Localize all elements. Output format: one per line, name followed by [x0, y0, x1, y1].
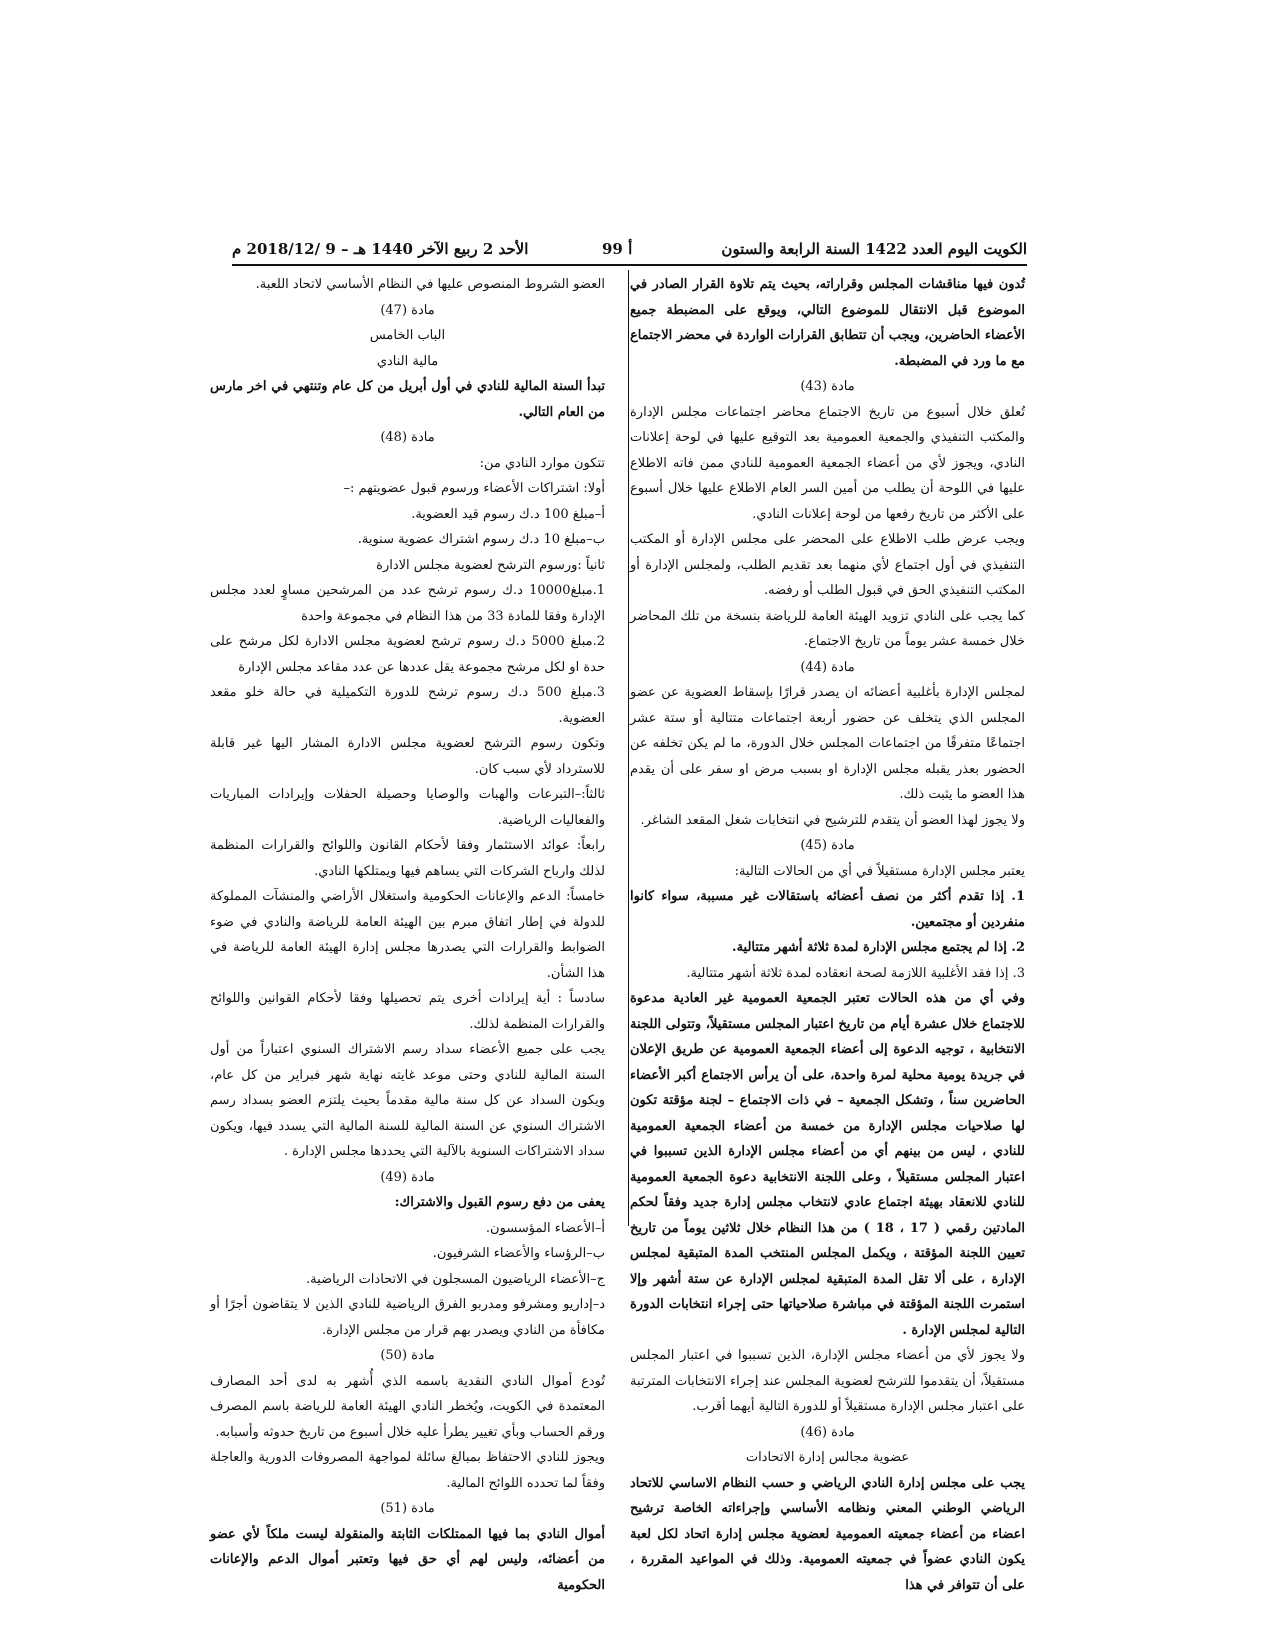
paragraph: أ–مبلغ 100 د.ك رسوم قيد العضوية.	[411, 506, 605, 522]
issue-date: الأحد 2 ربيع الآخر 1440 هـ – 9 /2018/12 م	[232, 240, 529, 258]
paragraph: يجب على جميع الأعضاء سداد رسم الاشتراك السنوي اعتباراً من أول السنة المالية للنادي وحتى موعد غايته نهاية شهر فبراير من كل عام، ويكون السداد عن كل سنة مالية مقدماً بحيث يلتزم العضو بسداد رسم الاشتراك السنوي عن السنة المالية للسنة المالية التي يسدد فيها، ويكون سداد الاشتراكات السنوية بالآلية التي يحددها مجلس الإدارة .	[210, 1042, 605, 1159]
paragraph: ويجب عرض طلب الاطلاع على المحضر على مجلس الإدارة أو المكتب التنفيذي في أول اجتماع لأي منهما بعد تقديم الطلب، ولمجلس الإدارة أو المكتب التنفيذي الحق في قبول الطلب أو رفضه.	[630, 532, 1025, 598]
paragraph: 2.مبلغ 5000 د.ك رسوم ترشح لعضوية مجلس الادارة لكل مرشح على حدة او لكل مرشح مجموعة يقل عددها عن عدد مقاعد مجلس الإدارة	[210, 634, 606, 675]
paragraph: 3. إذا فقد الأغلبية اللازمة لصحة انعقاده لمدة ثلاثة أشهر متتالية.	[686, 965, 1025, 981]
paragraph: كما يجب على النادي تزويد الهيئة العامة للرياضة بنسخة من تلك المحاضر خلال خمسة عشر يوماً من تاريخ الاجتماع.	[630, 608, 1025, 649]
article-heading: مادة (51)	[380, 1501, 435, 1516]
article-heading: مادة (46)	[800, 1424, 855, 1440]
page-number: أ 99	[602, 240, 633, 258]
paragraph: وتكون رسوم الترشح لعضوية مجلس الادارة المشار اليها غير قابلة للاسترداد لأي سبب كان.	[210, 736, 605, 777]
article-heading: مادة (43)	[800, 379, 855, 394]
article-heading: عضوية مجالس إدارة الاتحادات	[745, 1450, 910, 1465]
paragraph: لمجلس الإدارة بأغلبية أعضائه ان يصدر قرارًا بإسقاط العضوية عن عضو المجلس الذي يتخلف عن حضور أربعة اجتماعات متتالية أو ستة عشر اجتماعًا متفرقًا من اجتماعات المجلس خلال الدورة، ما لم يكن تخلفه عن الحضور بعذر يقبله مجلس الإدارة او بسبب مرض او سفر على أن يقدم هذا العضو ما يثبت ذلك.	[630, 685, 1025, 802]
paragraph: تُدون فيها مناقشات المجلس وقراراته، بحيث يتم تلاوة القرار الصادر في الموضوع قبل الانتقال للموضوع التالي، ويوقع على المضبطة جميع الأعضاء الحاضرين، ويجب أن تتطابق القرارات الواردة في محضر الاجتماع مع ما ورد في المضبطة.	[630, 277, 1025, 369]
paragraph: ولا يجوز لهذا العضو أن يتقدم للترشيح في انتخابات شغل المقعد الشاغر.	[640, 812, 1025, 828]
article-heading: مادة (48)	[380, 430, 435, 445]
article-heading: الباب الخامس	[369, 328, 446, 343]
paragraph: ولا يجوز لأي من أعضاء مجلس الإدارة، الذين تسببوا في اعتبار المجلس مستقيلاً، أن يتقدموا للترشح لعضوية المجلس عند إجراء الانتخابات المترتبة على اعتبار مجلس الإدارة مستقيلاً أو للدورة التالية أيهما أقرب.	[630, 1348, 1025, 1414]
paragraph: تُودع أموال النادي النقدية باسمه الذي أُشهر به لدى أحد المصارف المعتمدة في الكويت، ويُخطر النادي الهيئة العامة للرياضة باسم المصرف ورقم الحساب وبأي تغيير يطرأ عليه خلال أسبوع من تاريخ حدوثه وأسبابه.	[210, 1373, 605, 1440]
paragraph: ب–مبلغ 10 د.ك رسوم اشتراك عضوية سنوية.	[357, 532, 605, 547]
paragraph: ثالثاً:–التبرعات والهبات والوصايا وحصيلة الحفلات وإيرادات المباريات والفعاليات الرياضية.	[210, 787, 605, 828]
paragraph: أموال النادي بما فيها الممتلكات الثابتة والمنقولة ليست ملكاً لأي عضو من أعضائه، وليس لهم أي حق فيها وتعتبر أموال الدعم والإعانات الحكومية	[210, 1526, 605, 1593]
paragraph: تتكون موارد النادي من:	[479, 455, 605, 471]
column-divider	[628, 270, 629, 1226]
paragraph: خامساً: الدعم والإعانات الحكومية واستغلال الأراضي والمنشآت المملوكة للدولة في إطار اتفاق مبرم بين الهيئة العامة للرياضة والنادي في ضوء الضوابط والقرارات التي يصدرها مجلس إدارة الهيئة العامة للرياضة في هذا الشأن.	[210, 889, 605, 981]
left-column	[210, 272, 605, 1598]
paragraph: ويجوز للنادي الاحتفاظ بمبالغ سائلة لمواجهة المصروفات الدورية والعاجلة وفقاً لما تحدده اللوائح المالية.	[210, 1450, 605, 1491]
page-header	[232, 238, 1027, 266]
paragraph: 2. إذا لم يجتمع مجلس الإدارة لمدة ثلاثة أشهر متتالية.	[732, 940, 1025, 955]
article-heading: مادة (50)	[380, 1348, 435, 1363]
paragraph: ب–الرؤساء والأعضاء الشرفيون.	[432, 1246, 605, 1261]
paragraph: ج–الأعضاء الرياضيون المسجلون في الاتحادات الرياضية.	[306, 1271, 605, 1287]
paragraph: تبدأ السنة المالية للنادي في أول أبريل من كل عام وتنتهي في اخر مارس من العام التالي.	[210, 379, 605, 420]
paragraph: يعفى من دفع رسوم القبول والاشتراك:	[394, 1195, 605, 1210]
paragraph: رابعاً: عوائد الاستثمار وفقا لأحكام القانون واللوائح والقرارات المنظمة لذلك وارباح الشركات التي يساهم فيها ويمتلكها النادي.	[210, 838, 605, 879]
paragraph: سادساً : أية إيرادات أخرى يتم تحصيلها وفقا لأحكام القوانين واللوائح والقرارات المنظمة لذلك.	[210, 991, 605, 1032]
article-heading: مادة (47)	[380, 302, 435, 318]
publication-title: الكويت اليوم العدد 1422 السنة الرابعة والستون	[721, 240, 1027, 258]
paragraph: 3.مبلغ 500 د.ك رسوم ترشح للدورة التكميلية في حالة خلو مقعد العضوية.	[210, 685, 605, 726]
paragraph: العضو الشروط المنصوص عليها في النظام الأساسي لاتحاد اللعبة.	[255, 277, 605, 292]
paragraph: أ–الأعضاء المؤسسون.	[485, 1220, 605, 1236]
paragraph: ثانياً :ورسوم الترشح لعضوية مجلس الادارة	[376, 557, 605, 573]
paragraph: تُعلق خلال أسبوع من تاريخ الاجتماع محاضر اجتماعات مجلس الإدارة والمكتب التنفيذي والجمعية العمومية بعد التوقيع عليها في لوحة إعلانات النادي، ويجوز لأي من أعضاء الجمعية العمومية للنادي ممن فاته الاطلاع عليها في اللوحة أن يطلب من أمين السر العام الاطلاع عليها خلال أسبوع على الأكثر من تاريخ رفعها من لوحة إعلانات النادي.	[630, 404, 1025, 522]
article-heading: مالية النادي	[376, 353, 439, 369]
paragraph: يعتبر مجلس الإدارة مستقيلاً في أي من الحالات التالية:	[734, 863, 1025, 879]
paragraph: 1.مبلغ10000 د.ك رسوم ترشح عدد من المرشحين مساوٍ لعدد مجلس الإدارة وفقا للمادة 33 من هذا النظام في مجموعة واحدة	[210, 583, 605, 624]
paragraph: وفي أي من هذه الحالات تعتبر الجمعية العمومية غير العادية مدعوة للاجتماع خلال عشرة أيام من تاريخ اعتبار المجلس مستقيلاً، وتتولى اللجنة الانتخابية ، توجيه الدعوة إلى أعضاء الجمعية العمومية عن طريق الإعلان في جريدة يومية محلية لمرة واحدة، على أن يرأس الاجتماع أكبر الأعضاء الحاضرين سناً ، وتشكل الجمعية – في ذات الاجتماع – لجنة مؤقتة تكون لها صلاحيات مجلس الإدارة من خمسة من أعضاء الجمعية العمومية للنادي ، ليس من بينهم أي من أعضاء مجلس الإدارة الذين تسببوا في اعتبار المجلس مستقيلاً ، وعلى اللجنة الانتخابية دعوة الجمعية العمومية للنادي للانعقاد بهيئة اجتماع عادي لانتخاب مجلس إدارة جديد وفقاً لحكم المادتين رقمي ( 17 ، 18 ) من هذا النظام خلال ثلاثين يوماً من تاريخ تعيين اللجنة المؤقتة ، ويكمل المجلس المنتخب المدة المتبقية لمجلس الإدارة ، على ألا تقل المدة المتبقية لمجلس الإدارة عن ستة أشهر وإلا استمرت اللجنة المؤقتة في مباشرة صلاحياتها حتى إجراء انتخابات الدورة التالية لمجلس الإدارة .	[630, 991, 1025, 1338]
paragraph: أولا: اشتراكات الأعضاء ورسوم قبول عضويتهم :–	[343, 481, 605, 496]
paragraph: د–إداريو ومشرفو ومدربو الفرق الرياضية للنادي الذين لا يتقاضون أجرًا أو مكافأة من النادي ويصدر بهم قرار من مجلس الإدارة.	[210, 1297, 605, 1338]
article-heading: مادة (45)	[800, 838, 855, 853]
right-column	[630, 272, 1025, 1598]
paragraph: 1. إذا تقدم أكثر من نصف أعضائه باستقالات غير مسببة، سواء كانوا منفردين أو مجتمعين.	[630, 889, 1025, 930]
paragraph: يجب على مجلس إدارة النادي الرياضي و حسب النظام الاساسي للاتحاد الرياضي الوطني المعني ونظامه الأساسي وإجراءاته الخاصة ترشيح اعضاء من أعضاء جمعيته العمومية لعضوية مجلس إدارة اتحاد لكل لعبة يكون النادي عضواً في جمعيته العمومية. وذلك في المواعيد المقررة ، على أن تتوافر في هذا	[630, 1475, 1025, 1593]
article-heading: مادة (49)	[380, 1169, 435, 1185]
article-heading: مادة (44)	[800, 659, 855, 675]
